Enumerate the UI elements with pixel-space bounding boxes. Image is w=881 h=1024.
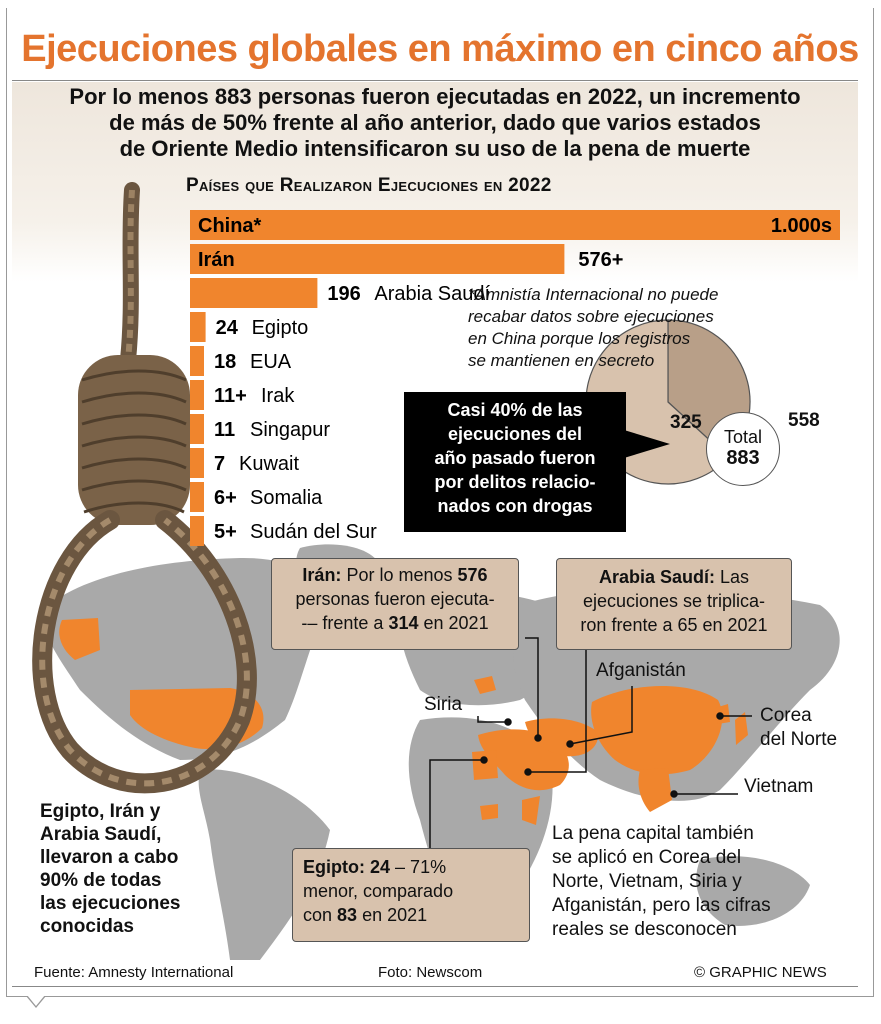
leader-dot [717,713,723,719]
drug-callout [404,392,626,532]
total-value: 883 [726,447,760,469]
left-summary-line: 90% de todas [40,870,162,891]
bar [190,346,204,376]
left-summary-line: las ejecuciones [40,893,181,914]
egypt-box-num: 83 [337,905,358,925]
bar-category-label: Kuwait [239,453,300,475]
left-summary-line: conocidas [40,916,134,937]
bar-category-label: Sudán del Sur [250,521,377,543]
callout-line: por delitos relacio- [434,472,596,492]
iran-box-text: Por lo menos [346,565,453,585]
bar-category-label: Arabia Saudí [374,283,491,305]
saudi-box-country: Arabia Saudí: [598,567,715,587]
map-label-corea [760,704,837,752]
bar-value-label: 7 [214,453,226,475]
saudi-box-line: ron frente a 65 en 2021 [580,615,768,635]
bar [190,210,840,240]
bar-value-label: 576+ [578,249,624,271]
bar-category-label: China* [198,215,262,237]
bar [190,244,564,274]
footer-source: Fuente: Amnesty International [34,964,234,981]
egypt-box-tail: – 71% [395,857,447,877]
bar [190,312,206,342]
leader-dot [525,769,531,775]
bar-category-label: Egipto [251,317,309,339]
map-label-corea-line: Corea [760,705,812,726]
map-label-vietnam: Vietnam [744,776,814,797]
footer-credit: © GRAPHIC NEWS [694,964,827,981]
bar-value-label: 1.000s [770,215,832,237]
saudi-box-tail: Las [720,567,750,587]
egypt-box-text: con [303,905,333,925]
leader-dot [535,735,541,741]
leader-dot [671,791,677,797]
egypt-box-tail: en 2021 [362,905,428,925]
right-summary-line: se aplicó en Corea del [552,847,742,868]
leader-dot [505,719,511,725]
china-note [468,284,798,372]
leader-dot [481,757,487,763]
iran-box-num: 314 [388,613,419,633]
right-summary-line: Norte, Vietnam, Siria y [552,871,742,892]
chart-title: Países que Realizaron Ejecuciones en 2022 [186,175,552,196]
subtitle-line: de Oriente Medio intensificaron su uso de la pena de muerte [119,136,751,161]
bar-category-label: Singapur [250,419,331,441]
egypt-box-line: menor, comparado [303,881,454,901]
bar-value-label: 6+ [214,487,237,509]
bar-category-label: Somalia [250,487,323,509]
bar-value-label: 5+ [214,521,237,543]
iran-box [271,558,519,650]
right-summary [552,822,852,942]
page-title: Ejecuciones globales en máximo en cinco años [21,28,859,70]
bar [190,516,204,546]
note-line: *Amnistía Internacional no puede [468,285,719,304]
right-summary-line: Afganistán, pero las cifras [552,895,771,916]
bar-value-label: 11 [214,419,236,441]
bar-value-label: 196 [327,283,361,305]
bar [190,448,204,478]
map-label-siria: Siria [424,694,463,715]
note-line: en China porque los registros [468,329,691,348]
map-label-corea-line: del Norte [760,729,838,750]
map-egypt [472,750,498,780]
callout-line: año pasado fueron [434,448,596,468]
egypt-box-num: 24 [370,857,391,877]
note-line: recabar datos sobre ejecuciones [468,307,714,326]
bar [190,414,204,444]
bar [190,278,317,308]
saudi-box-line: ejecuciones se triplica- [582,591,766,611]
iran-box-country: Irán: [302,565,342,585]
left-summary [40,800,180,938]
bar-value-label: 18 [214,351,237,373]
egypt-box [292,848,530,942]
bar-category-label: EUA [250,351,292,373]
iran-box-num: 576 [457,565,488,585]
right-summary-line: La pena capital también [552,823,754,844]
pie-total-badge [706,412,780,486]
pie-label-drugs: 325 [670,412,702,433]
iran-box-tail: en 2021 [423,613,489,633]
bar-category-label: Irán [198,249,235,271]
callout-line: ejecuciones del [447,424,583,444]
callout-arrow [624,430,670,458]
bar-value-label: 24 [215,317,238,339]
footer-rule [12,986,858,987]
map-vietnam-region [638,768,672,812]
iran-box-line: personas fueron ejecuta- [295,589,495,609]
subtitle-line: Por lo menos 883 personas fueron ejecutadas en 2022, un incremento [69,84,801,109]
left-summary-line: Egipto, Irán y [40,801,161,822]
footer-photo: Foto: Newscom [378,964,483,981]
bar-value-label: 11+ [214,385,247,407]
callout-line: nados con drogas [437,496,593,516]
bar [190,380,204,410]
bar-category-label: Irak [261,385,295,407]
bar [190,482,204,512]
egypt-box-country: Egipto: [303,857,365,877]
map-label-afganistan: Afganistán [596,660,686,681]
saudi-box [556,558,792,650]
left-summary-line: llevaron a cabo [40,847,179,868]
map-south-sudan [480,804,498,820]
pie-label-other: 558 [788,410,820,431]
iran-box-text: -– frente a [301,613,384,633]
left-summary-line: Arabia Saudí, [40,824,162,845]
note-line: se mantienen en secreto [468,351,655,370]
leader-dot [567,741,573,747]
subtitle-line: de más de 50% frente al año anterior, dado que varios estados [109,110,761,135]
total-label: Total [723,427,763,447]
callout-line: Casi 40% de las [447,400,583,420]
right-summary-line: reales se desconocen [552,919,737,940]
